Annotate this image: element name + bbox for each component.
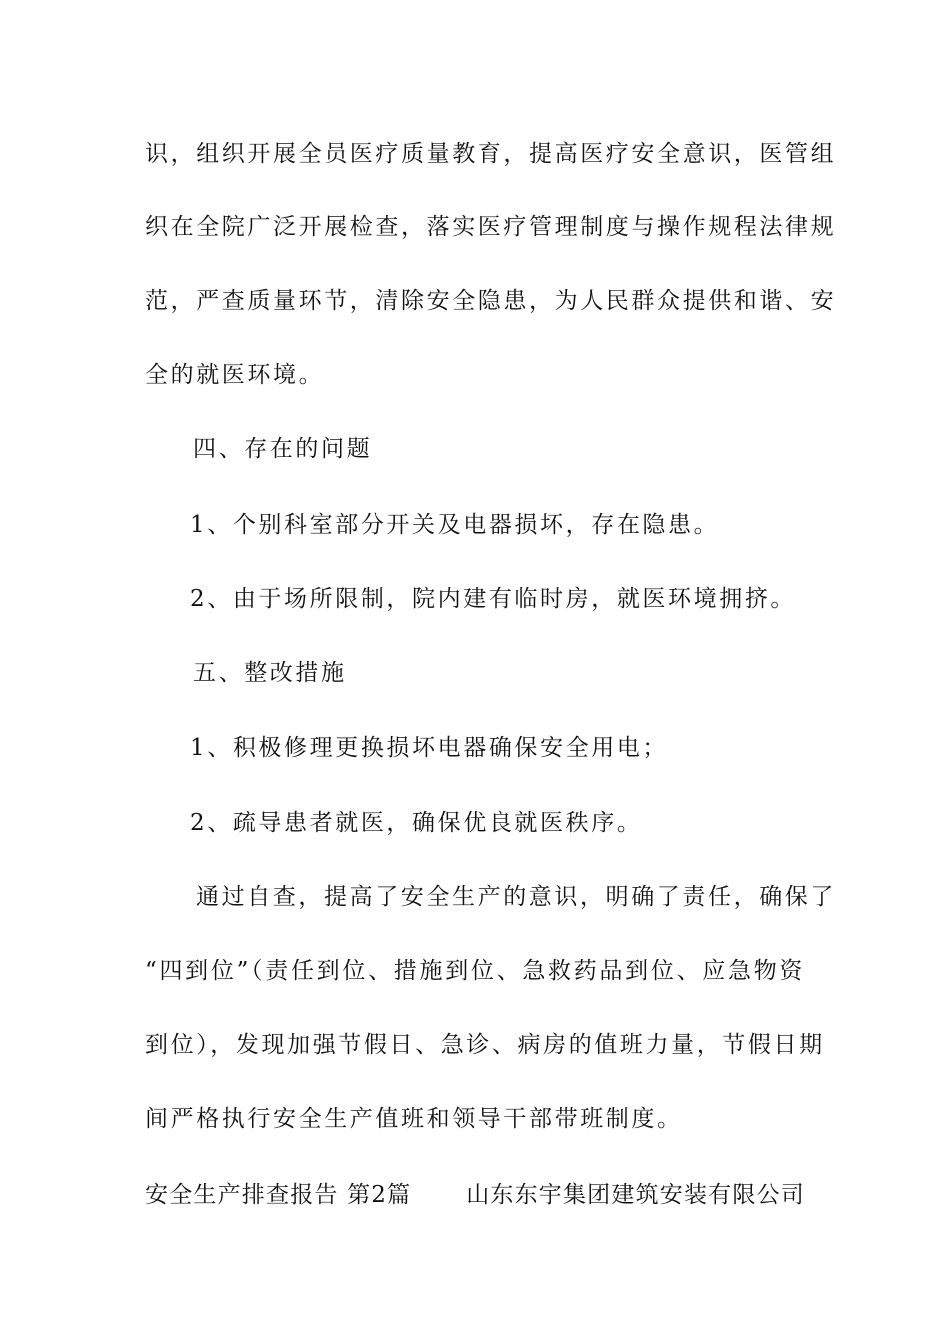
issue-item: 2、由于场所限制，院内建有临时房，就医环境拥挤。 xyxy=(190,586,797,612)
footer-company: 山东东宇集团建筑安装有限公司 xyxy=(466,1182,805,1208)
paragraph-line: 织在全院广泛开展检查，落实医疗管理制度与操作规程法律规 xyxy=(145,214,837,240)
paragraph-line: “四到位”（责任到位、措施到位、急救药品到位、应急物资 xyxy=(145,958,805,984)
paragraph-line: 到位），发现加强节假日、急诊、病房的值班力量，节假日期 xyxy=(145,1032,825,1058)
section-heading-measures: 五、整改措施 xyxy=(193,660,347,686)
paragraph-line: 全的就医环境。 xyxy=(145,362,325,388)
footer-title: 安全生产排查报告 第2篇 xyxy=(145,1182,412,1208)
paragraph-line: 识，组织开展全员医疗质量教育，提高医疗安全意识，医管组 xyxy=(145,141,837,167)
issue-item: 1、个别科室部分开关及电器损坏，存在隐患。 xyxy=(190,512,720,538)
section-heading-issues: 四、存在的问题 xyxy=(193,436,373,462)
measure-item: 2、疏导患者就医，确保优良就医秩序。 xyxy=(190,810,643,836)
measure-item: 1、积极修理更换损坏电器确保安全用电； xyxy=(190,735,669,761)
paragraph-line: 范，严查质量环节，清除安全隐患，为人民群众提供和谐、安 xyxy=(145,288,837,314)
paragraph-line: 通过自查，提高了安全生产的意识，明确了责任，确保了 xyxy=(196,884,836,910)
paragraph-line: 间严格执行安全生产值班和领导干部带班制度。 xyxy=(145,1106,683,1132)
